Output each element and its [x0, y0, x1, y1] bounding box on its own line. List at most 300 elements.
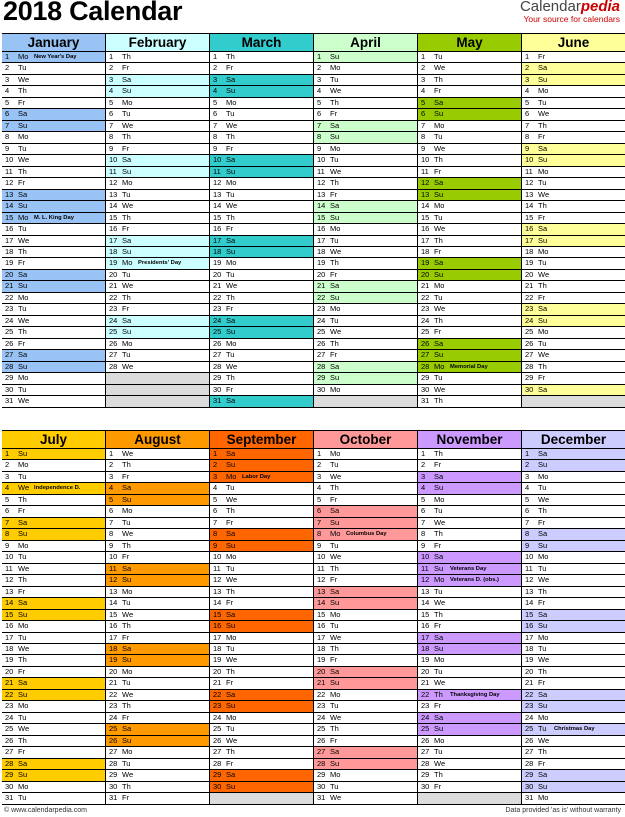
weekday-label: We: [18, 643, 30, 653]
day-row: [522, 258, 625, 269]
weekday-label: Su: [330, 678, 340, 688]
day-number: 14: [525, 201, 534, 211]
day-row: [314, 621, 417, 632]
day-row: [210, 667, 313, 678]
day-row: [106, 633, 209, 644]
day-row: [314, 178, 417, 189]
day-row: [106, 75, 209, 86]
day-row: [314, 472, 417, 483]
day-number: 29: [5, 770, 14, 780]
weekday-label: Fr: [226, 63, 234, 73]
weekday-label: Sa: [226, 689, 236, 699]
day-row: [106, 495, 209, 506]
day-row: [418, 655, 521, 666]
weekday-label: We: [18, 396, 30, 406]
day-number: 28: [317, 758, 326, 768]
day-number: 1: [109, 449, 114, 458]
day-number: 18: [421, 246, 430, 256]
day-row: [314, 701, 417, 712]
weekday-label: Mo: [538, 327, 549, 337]
day-number: 26: [525, 735, 534, 745]
weekday-label: Mo: [330, 609, 341, 619]
weekday-label: Th: [122, 781, 131, 791]
weekday-label: Fr: [18, 258, 26, 268]
day-row: [106, 713, 209, 724]
day-row: [210, 98, 313, 109]
day-number: 21: [525, 678, 534, 688]
day-row: [2, 793, 105, 804]
day-number: 18: [421, 643, 430, 653]
day-row: [106, 506, 209, 517]
day-number: 15: [5, 212, 14, 222]
day-row: [418, 449, 521, 460]
weekday-label: Su: [122, 327, 132, 337]
day-row: [106, 132, 209, 143]
weekday-label: We: [538, 494, 550, 504]
day-row: [418, 770, 521, 781]
day-row: [522, 644, 625, 655]
weekday-label: Th: [330, 258, 339, 268]
day-row: [314, 506, 417, 517]
day-row: [2, 678, 105, 689]
day-number: 11: [213, 166, 221, 176]
weekday-label: Mo: [18, 52, 29, 61]
day-row: [522, 518, 625, 529]
day-number: 25: [109, 724, 118, 734]
weekday-label: Mo: [226, 632, 237, 642]
day-row: [522, 52, 625, 63]
day-number: 29: [317, 770, 326, 780]
day-number: 1: [525, 449, 530, 458]
weekday-label: Su: [330, 52, 340, 61]
month-august: [106, 430, 210, 805]
weekday-label: We: [18, 483, 30, 493]
day-row: [522, 167, 625, 178]
day-row: [210, 575, 313, 586]
day-number: 7: [5, 120, 10, 130]
day-row: [418, 678, 521, 689]
weekday-label: Sa: [434, 178, 444, 188]
day-row: [522, 598, 625, 609]
day-row: [522, 713, 625, 724]
day-number: 11: [213, 563, 221, 573]
day-row: [210, 759, 313, 770]
weekday-label: Sa: [538, 224, 548, 234]
weekday-label: Sa: [18, 109, 28, 119]
weekday-label: Mo: [538, 712, 549, 722]
weekday-label: Tu: [122, 350, 131, 360]
weekday-label: Tu: [18, 304, 27, 314]
weekday-label: Mo: [122, 666, 133, 676]
weekday-label: Fr: [538, 132, 546, 142]
day-number: 29: [317, 373, 326, 383]
weekday-label: Tu: [434, 747, 443, 757]
weekday-label: Tu: [434, 132, 443, 142]
day-number: 29: [213, 373, 222, 383]
weekday-label: Sa: [538, 770, 548, 780]
day-number: 17: [421, 632, 430, 642]
day-row: [418, 293, 521, 304]
day-row: [2, 304, 105, 315]
weekday-label: Fr: [18, 586, 26, 596]
weekday-label: Fr: [226, 517, 234, 527]
day-row: [522, 75, 625, 86]
day-number: 20: [213, 269, 222, 279]
day-number: 17: [213, 632, 222, 642]
day-row: [314, 655, 417, 666]
weekday-label: Su: [538, 540, 548, 550]
weekday-label: Tu: [538, 338, 547, 348]
weekday-label: Sa: [538, 609, 548, 619]
weekday-label: Mo: [330, 224, 341, 234]
day-number: 15: [525, 212, 534, 222]
day-number: 16: [421, 224, 430, 234]
day-row: [2, 564, 105, 575]
day-row: [210, 506, 313, 517]
month-header: January: [2, 34, 105, 52]
day-number: 30: [525, 781, 534, 791]
day-number: 18: [5, 246, 14, 256]
day-number: 15: [213, 609, 222, 619]
weekday-label: Th: [434, 770, 443, 780]
day-number: 24: [109, 315, 118, 325]
day-row: [522, 224, 625, 235]
weekday-label: Sa: [434, 712, 444, 722]
day-row: [522, 362, 625, 373]
day-row: [210, 213, 313, 224]
day-number: 1: [5, 449, 10, 458]
day-row: [210, 247, 313, 258]
day-row: [210, 373, 313, 384]
day-row: [210, 747, 313, 758]
weekday-label: Fr: [434, 621, 442, 631]
weekday-label: Th: [434, 396, 443, 406]
day-number: 16: [317, 224, 326, 234]
weekday-label: Tu: [330, 540, 339, 550]
weekday-label: Mo: [122, 506, 133, 516]
day-row: [210, 201, 313, 212]
day-row: [106, 327, 209, 338]
day-row: [2, 52, 105, 63]
weekday-label: Sa: [538, 304, 548, 314]
day-number: 6: [213, 506, 218, 516]
weekday-label: Tu: [18, 224, 27, 234]
day-row: [106, 724, 209, 735]
day-row: [106, 201, 209, 212]
day-row: [522, 327, 625, 338]
day-number: 26: [317, 735, 326, 745]
day-number: 21: [317, 678, 326, 688]
day-number: 9: [421, 540, 426, 550]
day-number: 2: [421, 460, 426, 470]
weekday-label: We: [122, 529, 134, 539]
day-number: 2: [213, 460, 218, 470]
day-row: [2, 770, 105, 781]
day-number: 7: [109, 517, 114, 527]
day-number: 24: [5, 315, 14, 325]
weekday-label: Th: [538, 666, 547, 676]
day-number: 11: [525, 166, 533, 176]
holiday-label: New Year's Day: [34, 54, 77, 60]
weekday-label: Tu: [330, 235, 339, 245]
day-number: 25: [213, 327, 222, 337]
day-row: [2, 190, 105, 201]
empty-day-cell: [106, 385, 209, 396]
weekday-label: Fr: [434, 246, 442, 256]
weekday-label: Sa: [538, 143, 548, 153]
day-row: [2, 529, 105, 540]
weekday-label: Th: [18, 327, 27, 337]
weekday-label: Tu: [122, 109, 131, 119]
day-row: [2, 178, 105, 189]
day-number: 2: [525, 460, 530, 470]
day-number: 1: [317, 52, 322, 61]
weekday-label: Sa: [330, 281, 340, 291]
day-number: 26: [213, 735, 222, 745]
weekday-label: Sa: [122, 155, 132, 165]
weekday-label: Th: [434, 155, 443, 165]
brand-logo[interactable]: [520, 0, 620, 15]
weekday-label: Fr: [122, 471, 130, 481]
day-row: [418, 385, 521, 396]
weekday-label: Su: [434, 350, 444, 360]
day-number: 28: [5, 758, 14, 768]
weekday-label: Su: [122, 735, 132, 745]
day-number: 6: [317, 506, 322, 516]
day-row: [210, 460, 313, 471]
day-number: 10: [421, 155, 430, 165]
weekday-label: Tu: [226, 269, 235, 279]
weekday-label: Su: [330, 132, 340, 142]
day-number: 7: [525, 120, 530, 130]
weekday-label: We: [538, 350, 550, 360]
day-row: [418, 713, 521, 724]
day-number: 18: [317, 246, 326, 256]
weekday-label: Fr: [122, 552, 130, 562]
day-row: [106, 736, 209, 747]
day-number: 7: [421, 517, 426, 527]
day-number: 22: [317, 689, 326, 699]
month-july: [2, 430, 106, 805]
weekday-label: Fr: [18, 338, 26, 348]
weekday-label: Su: [538, 155, 548, 165]
day-row: [106, 362, 209, 373]
day-row: [522, 132, 625, 143]
month-march: [210, 33, 314, 408]
day-number: 12: [525, 575, 534, 585]
day-number: 17: [525, 235, 534, 245]
day-number: 11: [5, 166, 13, 176]
day-row: [522, 793, 625, 804]
weekday-label: We: [330, 166, 342, 176]
weekday-label: Fr: [538, 52, 546, 61]
day-row: [106, 213, 209, 224]
weekday-label: Su: [330, 598, 340, 608]
day-number: 14: [109, 598, 118, 608]
day-row: [522, 655, 625, 666]
weekday-label: Tu: [18, 552, 27, 562]
day-number: 4: [421, 483, 426, 493]
day-row: [210, 564, 313, 575]
day-row: [522, 155, 625, 166]
day-number: 9: [109, 143, 114, 153]
weekday-label: Th: [18, 735, 27, 745]
day-row: [418, 610, 521, 621]
day-number: 28: [525, 361, 534, 371]
weekday-label: Fr: [122, 63, 130, 73]
day-row: [314, 564, 417, 575]
weekday-label: Sa: [226, 74, 236, 84]
day-number: 21: [421, 678, 430, 688]
day-row: [314, 552, 417, 563]
day-number: 20: [5, 269, 14, 279]
weekday-label: Fr: [434, 86, 442, 96]
day-row: [2, 782, 105, 793]
weekday-label: Fr: [226, 304, 234, 314]
day-row: [2, 610, 105, 621]
day-row: [210, 587, 313, 598]
weekday-label: Th: [434, 315, 443, 325]
day-row: [522, 621, 625, 632]
day-row: [106, 610, 209, 621]
day-number: 12: [421, 575, 430, 585]
day-number: 25: [525, 724, 534, 734]
day-number: 28: [5, 361, 14, 371]
day-number: 19: [317, 655, 326, 665]
day-row: [418, 598, 521, 609]
weekday-label: Sa: [122, 235, 132, 245]
weekday-label: Sa: [122, 563, 132, 573]
weekday-label: Su: [18, 281, 28, 291]
day-row: [210, 258, 313, 269]
day-row: [210, 736, 313, 747]
day-row: [314, 132, 417, 143]
weekday-label: Th: [122, 52, 131, 61]
day-number: 11: [317, 563, 325, 573]
weekday-label: We: [226, 201, 238, 211]
day-row: [210, 541, 313, 552]
day-number: 23: [213, 304, 222, 314]
weekday-label: Tu: [330, 74, 339, 84]
day-number: 15: [5, 609, 14, 619]
weekday-label: Fr: [434, 540, 442, 550]
weekday-label: Tu: [18, 143, 27, 153]
day-number: 25: [5, 724, 14, 734]
day-number: 6: [5, 506, 10, 516]
weekday-label: Th: [330, 97, 339, 107]
day-row: [522, 747, 625, 758]
day-number: 2: [5, 460, 10, 470]
day-row: [106, 575, 209, 586]
day-number: 6: [109, 109, 114, 119]
weekday-label: Th: [226, 586, 235, 596]
weekday-label: Fr: [434, 166, 442, 176]
day-row: [2, 167, 105, 178]
day-row: [210, 495, 313, 506]
day-number: 9: [525, 143, 530, 153]
weekday-label: We: [330, 86, 342, 96]
day-number: 12: [317, 575, 326, 585]
weekday-label: Th: [434, 235, 443, 245]
day-row: [106, 518, 209, 529]
weekday-label: Su: [434, 483, 444, 493]
weekday-label: Sa: [226, 315, 236, 325]
day-row: [210, 281, 313, 292]
footer-copyright[interactable]: © www.calendarpedia.com: [4, 807, 87, 814]
day-number: 27: [213, 747, 222, 757]
weekday-label: Th: [538, 361, 547, 371]
day-number: 20: [421, 666, 430, 676]
weekday-label: Fr: [434, 701, 442, 711]
weekday-label: We: [18, 563, 30, 573]
weekday-label: Su: [122, 246, 132, 256]
day-number: 29: [5, 373, 14, 383]
day-row: [522, 759, 625, 770]
weekday-label: Tu: [122, 598, 131, 608]
day-number: 16: [213, 224, 222, 234]
weekday-label: Sa: [434, 552, 444, 562]
day-number: 20: [317, 666, 326, 676]
day-number: 8: [109, 132, 114, 142]
weekday-label: We: [122, 689, 134, 699]
day-number: 31: [525, 793, 534, 803]
day-number: 19: [317, 258, 326, 268]
day-number: 3: [109, 74, 114, 84]
weekday-label: Fr: [122, 793, 130, 803]
day-number: 10: [525, 155, 534, 165]
day-row: [418, 460, 521, 471]
weekday-label: Th: [18, 494, 27, 504]
day-number: 23: [5, 701, 14, 711]
weekday-label: We: [18, 74, 30, 84]
weekday-label: We: [434, 63, 446, 73]
day-row: [106, 236, 209, 247]
day-row: [522, 633, 625, 644]
day-number: 22: [421, 292, 430, 302]
weekday-label: Tu: [18, 384, 27, 394]
day-row: [2, 621, 105, 632]
day-number: 13: [317, 189, 326, 199]
day-number: 20: [525, 269, 534, 279]
day-row: [106, 293, 209, 304]
day-number: 30: [213, 781, 222, 791]
weekday-label: Mo: [226, 258, 237, 268]
day-number: 8: [525, 132, 530, 142]
day-number: 6: [5, 109, 10, 119]
day-row: [210, 270, 313, 281]
weekday-label: Su: [226, 86, 236, 96]
weekday-label: Tu: [18, 712, 27, 722]
weekday-label: Mo: [18, 292, 29, 302]
day-number: 3: [421, 74, 426, 84]
day-row: [106, 667, 209, 678]
day-row: [418, 759, 521, 770]
day-row: [2, 316, 105, 327]
weekday-label: Su: [122, 86, 132, 96]
weekday-label: Mo: [538, 471, 549, 481]
day-number: 31: [5, 396, 14, 406]
day-row: [2, 63, 105, 74]
day-row: [2, 724, 105, 735]
day-number: 24: [213, 712, 222, 722]
day-number: 26: [421, 735, 430, 745]
weekday-label: Sa: [226, 449, 236, 458]
day-row: [418, 529, 521, 540]
weekday-label: Tu: [226, 563, 235, 573]
weekday-label: Tu: [538, 258, 547, 268]
day-row: [2, 759, 105, 770]
day-number: 27: [525, 350, 534, 360]
